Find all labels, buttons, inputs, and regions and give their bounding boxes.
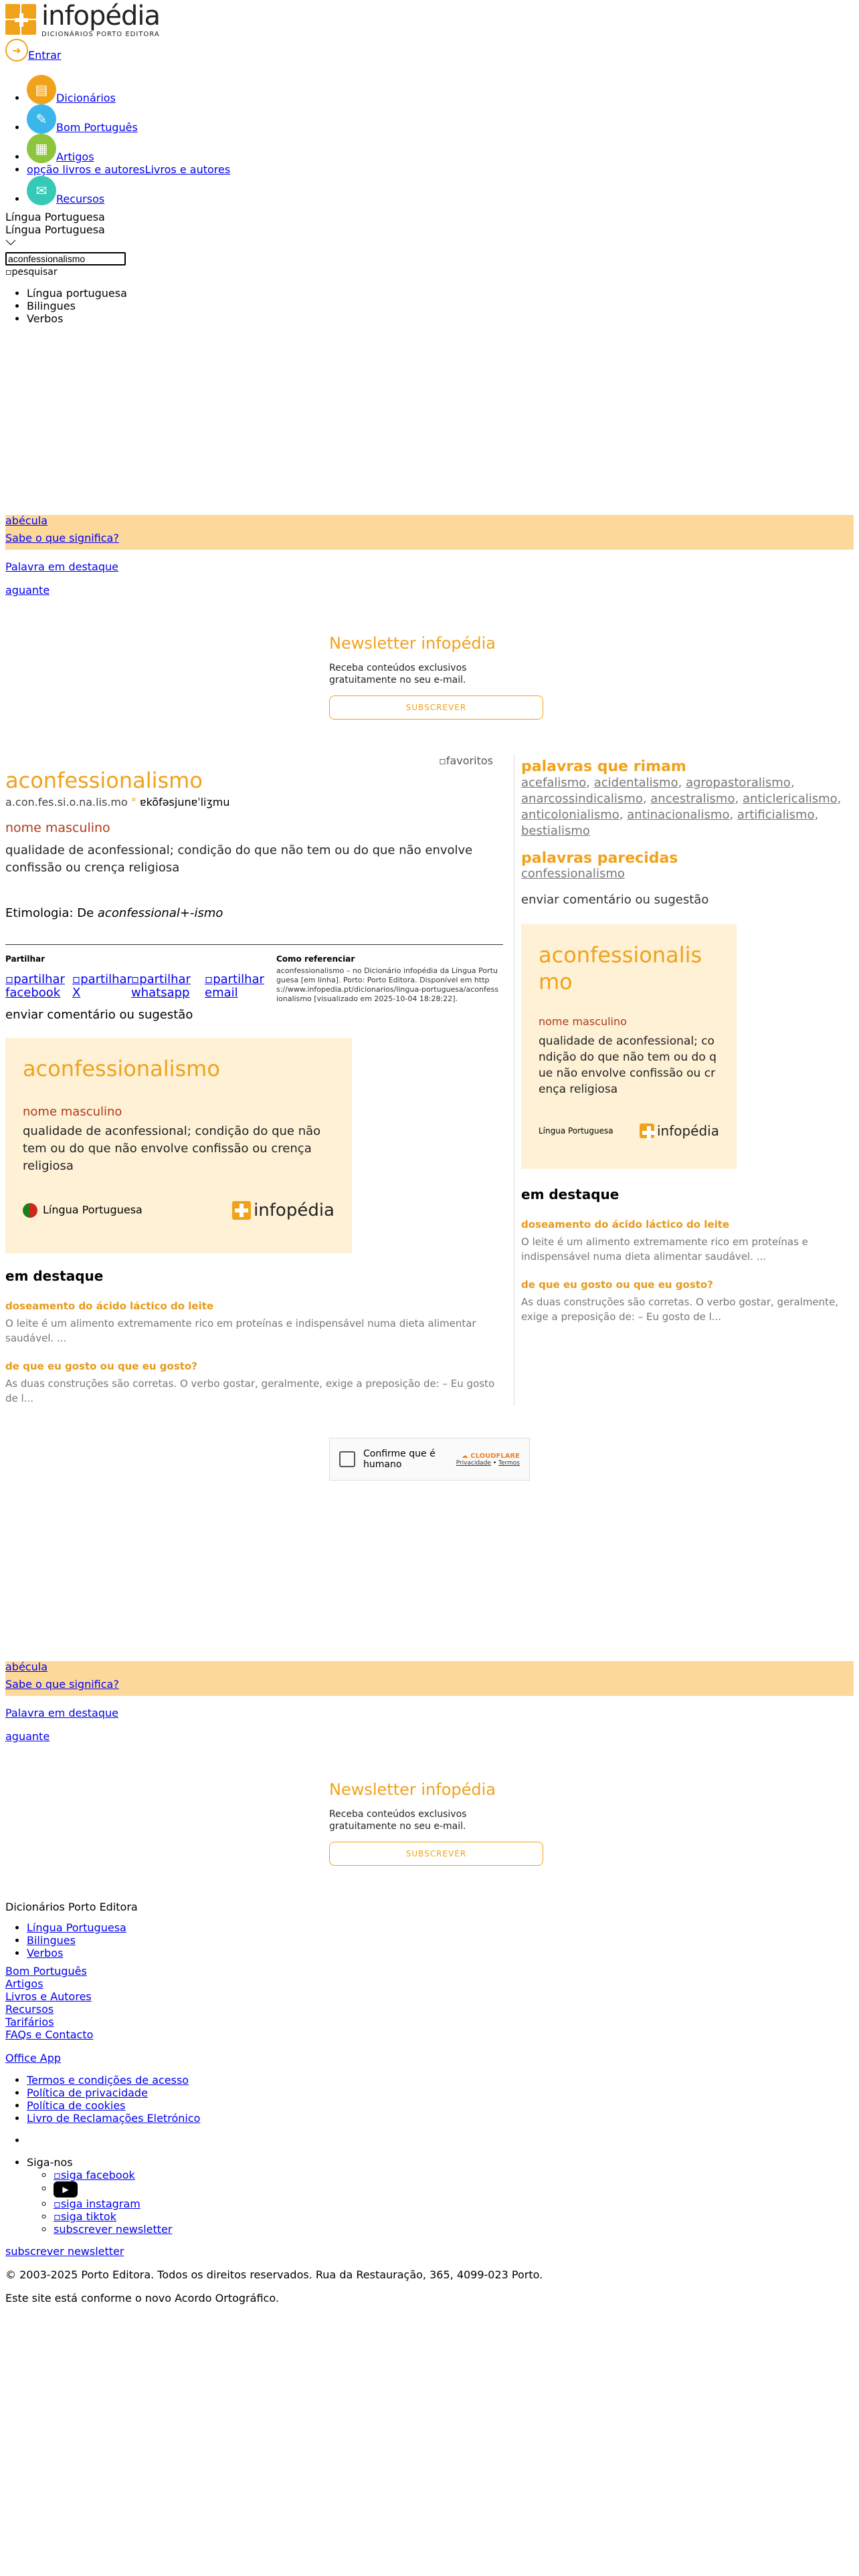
etymology-value: aconfessional+-ismo — [97, 906, 223, 920]
newsletter-text: Receba conteúdos exclusivos gratuitamente no seu e-mail. — [329, 1809, 467, 1832]
card-word-class: nome masculino — [23, 1105, 122, 1119]
legal-link[interactable]: Política de privacidade — [27, 2086, 148, 2099]
sidebar-share-card — [521, 924, 737, 1169]
entry-definition: qualidade de aconfessional; condição do que não tem ou do que não envolve confissão ou crença religiosa — [5, 843, 473, 875]
search-input[interactable] — [5, 252, 126, 265]
chevron-down-icon[interactable] — [5, 237, 16, 248]
promo-question[interactable]: Sabe o que significa? — [5, 532, 119, 544]
legal-link[interactable]: Termos e condições de acesso — [27, 2074, 189, 2086]
feedback-link[interactable]: enviar comentário ou sugestão — [5, 1008, 193, 1022]
highlights-title: em destaque — [5, 1268, 104, 1284]
logo-subtitle: DICIONÁRIOS PORTO EDITORA — [41, 30, 160, 38]
subscribe-newsletter-link[interactable]: subscrever newsletter — [5, 2245, 124, 2258]
follow-label: Siga-nos — [27, 2156, 73, 2169]
rhyme-link[interactable]: acefalismo — [521, 776, 587, 790]
entry-pronunciation: ɐkõfəsjunɐˈliʒmu — [139, 796, 230, 809]
share-label: Partilhar — [5, 954, 45, 964]
footer-dictionaries — [0, 1921, 859, 1959]
nav-item-recursos[interactable] — [27, 176, 859, 205]
rhyme-link[interactable]: ancestralismo — [650, 792, 735, 806]
orthography-note: Este site está conforme o novo Acordo Ortográfico. — [5, 2292, 279, 2304]
sidebar-card-logo: infopédia — [640, 1123, 719, 1139]
sidebar — [514, 754, 852, 1406]
rhyme-link[interactable]: anarcossindicalismo — [521, 792, 643, 806]
nav-item-livros-autores[interactable] — [27, 163, 859, 176]
featured-word[interactable]: aguante — [5, 584, 50, 597]
rhyme-link[interactable]: agropastoralismo — [686, 776, 791, 790]
featured-label[interactable]: Palavra em destaque — [5, 1707, 118, 1719]
instagram-icon[interactable]: ▫siga instagram — [54, 2197, 140, 2210]
rhyme-link[interactable]: anticlericalismo — [742, 792, 838, 806]
entry-share-card — [5, 1038, 352, 1253]
nav-item-artigos[interactable] — [27, 134, 859, 163]
option-item[interactable]: • Bilingues — [27, 300, 859, 312]
sidebar-highlights-title: em destaque — [521, 1186, 619, 1202]
nav-item-dicionarios[interactable] — [27, 75, 859, 104]
footer-link[interactable]: Livros e Autores — [5, 1990, 92, 2003]
rhyme-link[interactable]: acidentalismo — [593, 776, 678, 790]
footer-legal — [0, 2074, 859, 2125]
card-language: Língua Portuguesa — [43, 1203, 142, 1216]
rhymes-title: palavras que rimam — [521, 758, 686, 775]
captcha-widget[interactable]: Confirme que é humano ☁ CLOUDFLARE Privacidade • Termos — [329, 1438, 530, 1481]
footer — [0, 1901, 859, 1913]
login-label[interactable]: Entrar — [28, 49, 62, 62]
site-logo[interactable] — [0, 0, 859, 37]
rhyme-link[interactable]: bestialismo — [521, 824, 590, 838]
tiktok-icon[interactable]: ▫siga tiktok — [54, 2210, 116, 2223]
newsletter-subscribe-button[interactable]: SUBSCREVER — [329, 1842, 543, 1866]
nav-label[interactable]: Recursos — [56, 193, 105, 205]
newsletter-title: Newsletter infopédia — [329, 634, 496, 653]
resources-icon: ✉ — [27, 176, 56, 205]
footer-link[interactable]: FAQs e Contacto — [5, 2028, 94, 2041]
logo-title: infopédia — [41, 0, 161, 31]
footer-social — [0, 2156, 859, 2236]
option-item[interactable]: • Língua portuguesa — [27, 287, 859, 300]
captcha-checkbox[interactable] — [339, 1451, 355, 1467]
promo-word[interactable]: abécula — [5, 1660, 47, 1673]
footer-link[interactable]: Língua Portuguesa — [27, 1921, 126, 1934]
sidebar-card-language: Língua Portuguesa — [539, 1126, 613, 1136]
dictionary-dropdown[interactable]: Língua Portuguesa — [5, 223, 105, 236]
x-share-icon[interactable]: ▫partilhar X — [72, 972, 132, 1000]
entry-syllables: a.con.fes.si.o.na.lis.mo — [5, 796, 128, 809]
entry-word-class: nome masculino — [5, 821, 110, 835]
captcha-privacy-link[interactable]: Privacidade — [456, 1459, 491, 1467]
etymology-label: Etimologia: De — [5, 906, 98, 920]
portugal-flag-icon — [23, 1203, 37, 1218]
legal-link[interactable]: Livro de Reclamações Eletrónico — [27, 2112, 201, 2125]
infopedia-logo-icon — [640, 1123, 654, 1138]
office-app-link[interactable]: Office App — [5, 2052, 62, 2064]
footer-brand: Dicionários Porto Editora — [5, 1901, 138, 1913]
main-nav — [0, 75, 859, 205]
footer-link[interactable]: Recursos — [5, 2003, 54, 2016]
youtube-icon[interactable]: ▶ — [54, 2181, 78, 2197]
rhymes-list: acefalismo, acidentalismo, agropastoralismo, anarcossindicalismo, ancestralismo, anticlericalismo, anticolonialismo, antinacionalismo, artificialismo, bestialismo — [521, 776, 842, 838]
card-headword: aconfessionalismo — [23, 1056, 220, 1081]
newsletter-text: Receba conteúdos exclusivos gratuitamente no seu e-mail. — [329, 663, 467, 685]
featured-word[interactable]: aguante — [5, 1730, 50, 1743]
sidebar-card-definition: qualidade de aconfessional; condição do que não tem ou do que não envolve confissão ou crença religiosa — [539, 1035, 717, 1096]
nav-label[interactable]: Artigos — [56, 150, 94, 163]
footer-empty-item — [27, 2134, 859, 2147]
sidebar-card-headword: aconfessionalis mo — [539, 942, 702, 994]
dictionary-options — [0, 287, 859, 325]
main-content — [0, 754, 859, 1406]
word-promo-banner-bottom — [5, 1661, 854, 1696]
login-link[interactable] — [0, 37, 859, 64]
rhyme-link[interactable]: antinacionalismo — [627, 808, 730, 822]
footer-link[interactable]: Bilingues — [27, 1934, 76, 1947]
promo-word[interactable]: abécula — [5, 514, 47, 527]
card-logo: infopédia — [232, 1200, 335, 1220]
sidebar-feedback-link[interactable]: enviar comentário ou sugestão — [521, 893, 709, 907]
copyright: © 2003-2025 Porto Editora. Todos os direitos reservados. Rua da Restauração, 365, 4099-023 Porto. — [5, 2268, 543, 2281]
books-icon[interactable]: opção livros e autores — [27, 163, 145, 176]
newsletter-title: Newsletter infopédia — [329, 1780, 496, 1799]
legal-link[interactable]: Política de cookies — [27, 2099, 126, 2112]
newsletter-icon[interactable]: subscrever newsletter — [54, 2223, 173, 2236]
dictionary-selected: Língua Portuguesa — [5, 211, 105, 223]
email-share-icon[interactable]: ▫partilhar email — [205, 972, 264, 1000]
cite-text: aconfessionalismo – no Dicionário infopédia da Língua Portuguesa [em linha]. Porto: Porto Editora. Disponível em https://www.infopedia.pt/dicionarios/lingua-portuguesa/aconfessionalismo [visualizado em 2025-10-04 18:28:22]. — [276, 966, 499, 1003]
search-submit[interactable]: ▫pesquisar — [5, 267, 58, 278]
document-icon: ▦ — [27, 134, 56, 163]
word-promo-banner — [5, 515, 854, 550]
facebook-icon[interactable]: ▫siga facebook — [54, 2169, 135, 2181]
footer-link[interactable]: Tarifários — [5, 2016, 54, 2028]
infopedia-logo-icon — [5, 4, 37, 36]
highlight-item[interactable]: de que eu gosto ou que eu gosto? As duas construções são corretas. O verbo gostar, geralmente, exige a preposição de: – Eu gosto de l... — [5, 1360, 495, 1404]
nav-label[interactable]: Livros e autores — [145, 163, 231, 176]
entry-column: ▫favoritos aconfessionalismo a.con.fes.si.o.na.lis.mo ° ɐkõfəsjunɐˈliʒmu nome masculino qualidade de aconfessional; condição do que não tem ou do que não envolve confissão ou crença religiosa Etimologia: De aconfessional+-ismo Partilhar ▫partilhar facebook ▫partilhar X ▫partilhar whatsapp ▫partilhar email Como referenciar aconfessionalismo – no Dicionário infopédia da Língua Portuguesa [em linha]. Porto: Porto Editora. Disponível em https://www.infopedia.pt/dicionarios/lingua-portuguesa/aconfessionalismo [visualizado em 2025-10-04 18:28:22]. enviar comentário ou sugestão aconfessionalismo nome masculino qualidade de aconfessional; condição do que não tem ou do que não envolve confissão ou crença religiosa Língua Portuguesa infopédia em destaque doseamento do ácido láctico do leite O leite é um alimento extremamente rico em proteínas e indispensável numa dieta alimentar saudável. ... de que eu gosto ou que eu gosto? As duas construções são corretas. O verbo gostar, geralmente, exige a preposição de: – Eu gosto de l... — [5, 754, 503, 1406]
whatsapp-share-icon[interactable]: ▫partilhar whatsapp — [131, 972, 191, 1000]
footer-link[interactable]: Artigos — [5, 1977, 43, 1990]
newsletter-box-bottom — [329, 1780, 543, 1866]
rhyme-link[interactable]: anticolonialismo — [521, 808, 619, 822]
infopedia-logo-icon — [232, 1201, 251, 1220]
sidebar-highlight-item[interactable]: doseamento do ácido láctico do leite O leite é um alimento extremamente rico em proteínas e indispensável numa dieta alimentar saudável. ... — [521, 1218, 808, 1263]
newsletter-subscribe-button[interactable]: SUBSCREVER — [329, 695, 543, 720]
similar-link[interactable]: confessionalismo — [521, 867, 625, 881]
nav-item-bom-portugues[interactable] — [27, 104, 859, 134]
cloudflare-logo-icon: ☁ CLOUDFLARE — [461, 1452, 520, 1460]
login-icon: ➜ — [5, 39, 28, 62]
facebook-share-icon[interactable]: ▫partilhar facebook — [5, 972, 65, 1000]
card-definition: qualidade de aconfessional; condição do que não tem ou do que não envolve confissão ou crença religiosa — [23, 1124, 321, 1173]
entry-headword: aconfessionalismo — [5, 768, 203, 793]
nav-label[interactable]: Dicionários — [56, 92, 116, 104]
option-item[interactable]: • Verbos — [27, 312, 859, 325]
nav-label[interactable]: Bom Português — [56, 121, 138, 134]
captcha-label: Confirme que é humano — [363, 1448, 436, 1470]
promo-question[interactable]: Sabe o que significa? — [5, 1678, 119, 1691]
sidebar-card-word-class: nome masculino — [539, 1015, 627, 1028]
featured-label[interactable]: Palavra em destaque — [5, 560, 118, 573]
highlight-item[interactable]: doseamento do ácido láctico do leite O leite é um alimento extremamente rico em proteínas e indispensável numa dieta alimentar saudável. ... — [5, 1300, 476, 1344]
sidebar-highlight-item[interactable]: de que eu gosto ou que eu gosto? As duas construções são corretas. O verbo gostar, geralmente, exige a preposição de: – Eu gosto de l... — [521, 1279, 839, 1323]
footer-link[interactable]: Bom Português — [5, 1965, 87, 1977]
newsletter-box — [329, 634, 543, 720]
favorites-icon[interactable]: ▫favoritos — [439, 754, 493, 767]
book-icon: ▤ — [27, 75, 56, 104]
pencil-icon: ✎ — [27, 104, 56, 134]
footer-link[interactable]: Verbos — [27, 1947, 64, 1959]
rhyme-link[interactable]: artificialismo — [737, 808, 815, 822]
similar-title: palavras parecidas — [521, 850, 678, 867]
cite-label: Como referenciar — [276, 954, 355, 964]
captcha-terms-link[interactable]: Termos — [498, 1459, 520, 1467]
